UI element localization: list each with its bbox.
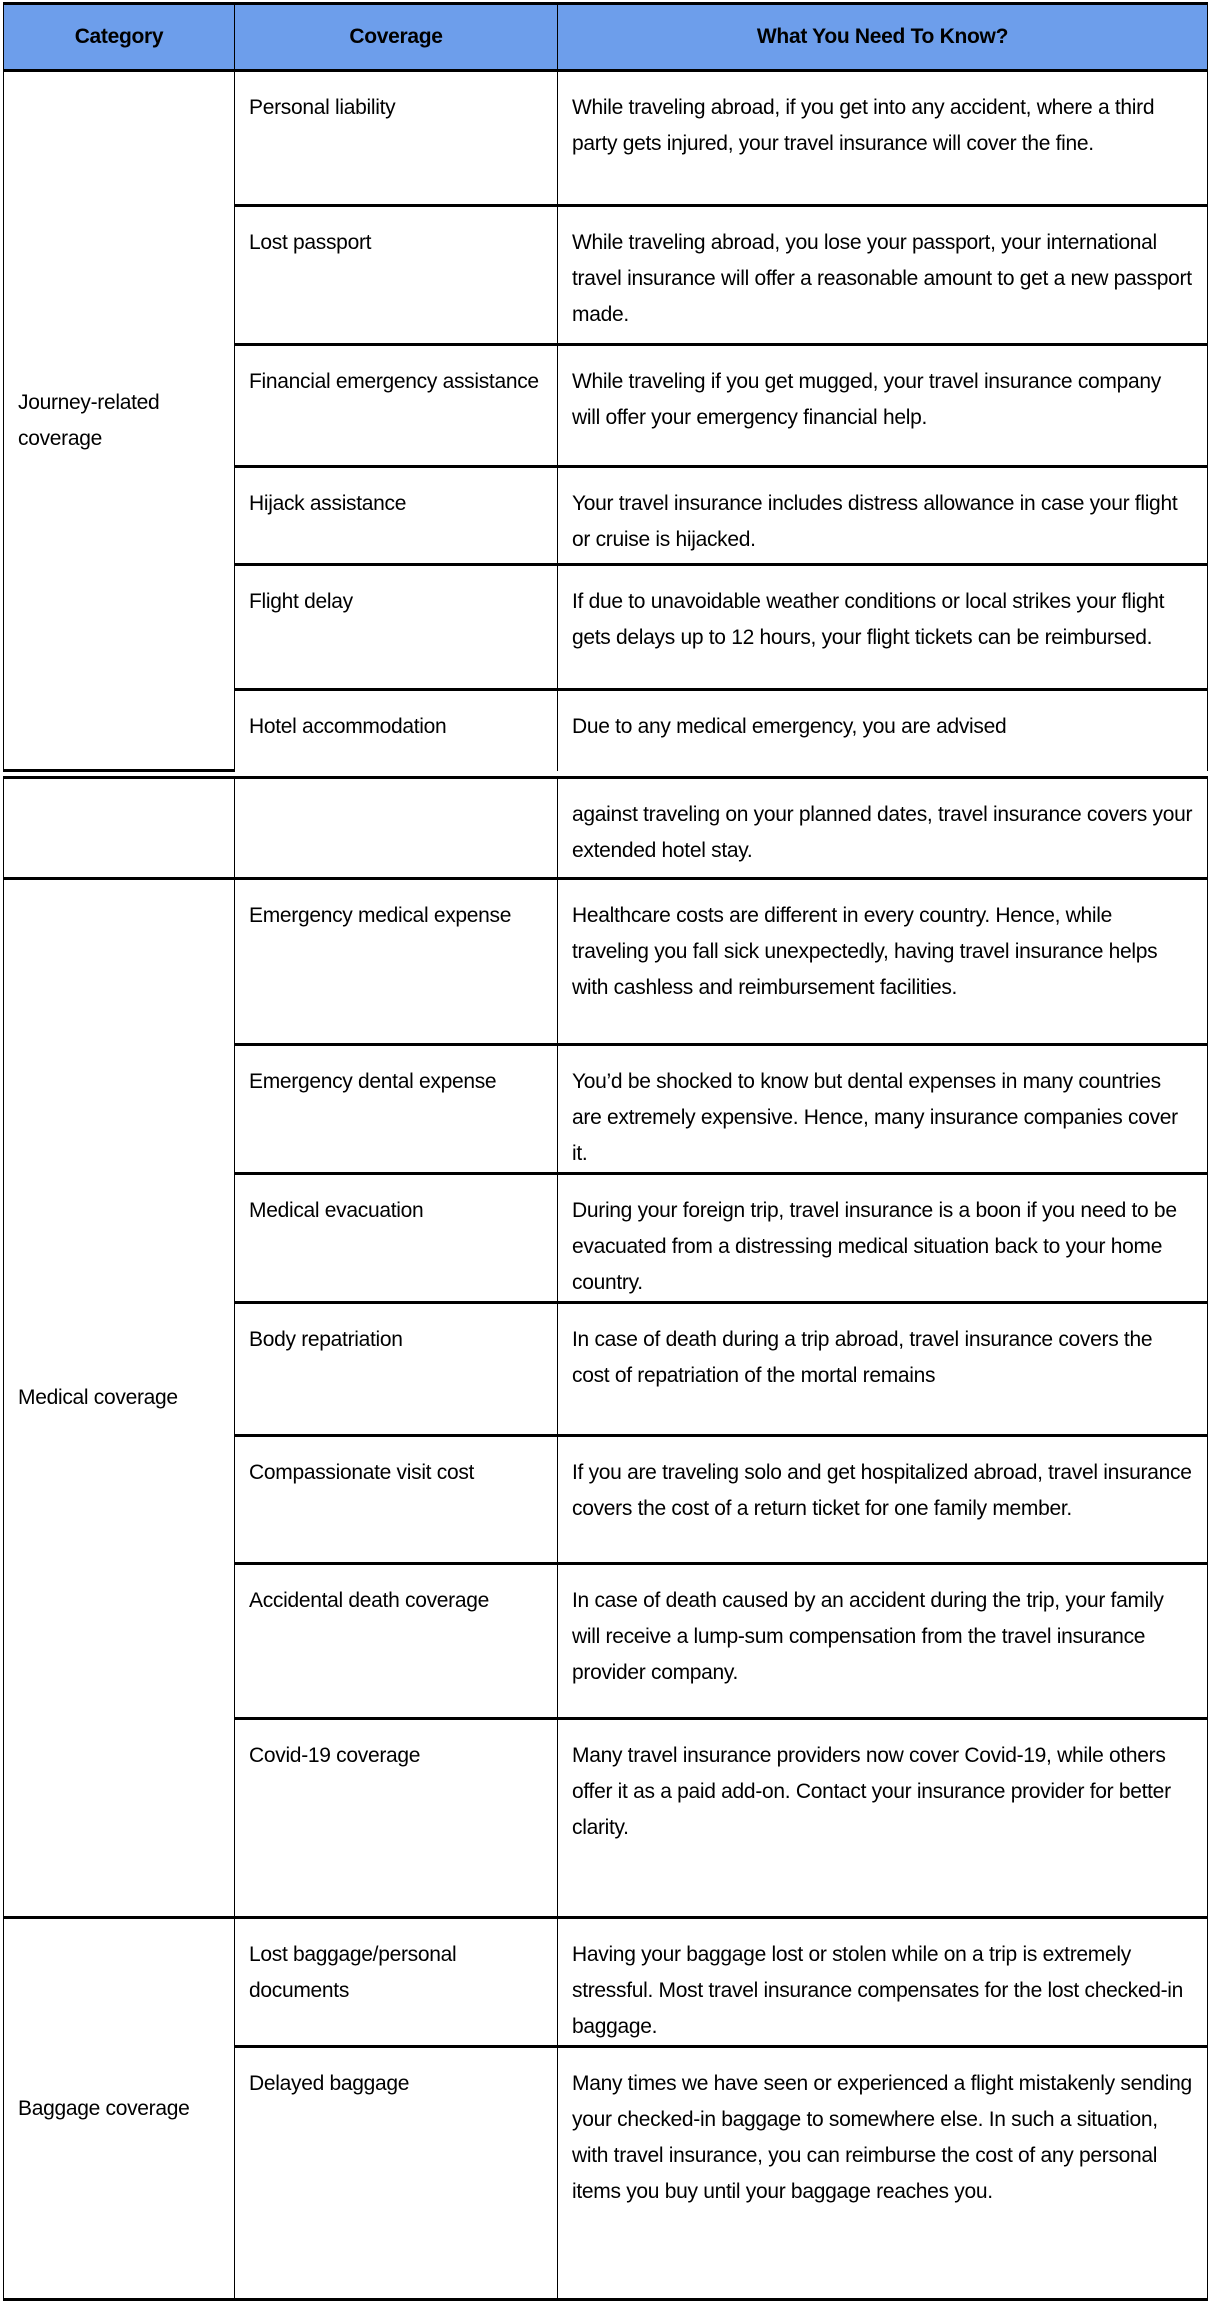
- info-cell: You’d be shocked to know but dental expenses in many countries are extremely expensive. Hence, many insurance companies cover it.: [558, 1045, 1208, 1174]
- coverage-cell: Lost baggage/personal documents: [235, 1918, 558, 2047]
- info-cell: In case of death caused by an accident during the trip, your family will receive a lump-sum compensation from the travel insurance provider company.: [558, 1564, 1208, 1719]
- info-cell: Your travel insurance includes distress allowance in case your flight or cruise is hijacked.: [558, 467, 1208, 565]
- info-cell: While traveling if you get mugged, your travel insurance company will offer your emergency financial help.: [558, 345, 1208, 467]
- coverage-cell: Hijack assistance: [235, 467, 558, 565]
- header-info: What You Need To Know?: [558, 4, 1208, 71]
- info-cell: Many travel insurance providers now cover Covid-19, while others offer it as a paid add-on. Contact your insurance provider for better clarity.: [558, 1719, 1208, 1918]
- table-row: [4, 71, 1208, 206]
- info-cell: Having your baggage lost or stolen while on a trip is extremely stressful. Most travel insurance compensates for the lost checked-in baggage.: [558, 1918, 1208, 2047]
- coverage-cell: Delayed baggage: [235, 2047, 558, 2300]
- coverage-cell: Covid-19 coverage: [235, 1719, 558, 1918]
- header-category: Category: [4, 4, 235, 71]
- info-cell: Many times we have seen or experienced a flight mistakenly sending your checked-in baggage to somewhere else. In such a situation, with travel insurance, you can reimburse the cost of any personal items you buy until your baggage reaches you.: [558, 2047, 1208, 2300]
- empty-category-cell: [4, 778, 235, 879]
- coverage-cell: Lost passport: [235, 206, 558, 345]
- info-cell: Due to any medical emergency, you are advised: [558, 690, 1208, 771]
- empty-coverage-cell: [235, 778, 558, 879]
- table-row-continuation: [4, 778, 1208, 879]
- coverage-cell: Emergency dental expense: [235, 1045, 558, 1174]
- coverage-cell: Emergency medical expense: [235, 879, 558, 1045]
- coverage-table-part-1: [3, 2, 1208, 772]
- coverage-cell: Body repatriation: [235, 1303, 558, 1436]
- coverage-cell: Accidental death coverage: [235, 1564, 558, 1719]
- table-row: [4, 879, 1208, 1045]
- category-cell: Medical coverage: [4, 879, 235, 1918]
- category-cell: Journey-related coverage: [4, 71, 235, 771]
- coverage-cell: Flight delay: [235, 565, 558, 690]
- info-cell: against traveling on your planned dates, travel insurance covers your extended hotel stay.: [558, 778, 1208, 879]
- header-row: [4, 4, 1208, 71]
- info-cell: If due to unavoidable weather conditions or local strikes your flight gets delays up to 12 hours, your flight tickets can be reimbursed.: [558, 565, 1208, 690]
- info-cell: While traveling abroad, you lose your passport, your international travel insurance will offer a reasonable amount to get a new passport made.: [558, 206, 1208, 345]
- table-row: [4, 1918, 1208, 2047]
- coverage-table-part-2: [3, 776, 1208, 2301]
- header-coverage: Coverage: [235, 4, 558, 71]
- info-cell: In case of death during a trip abroad, travel insurance covers the cost of repatriation of the mortal remains: [558, 1303, 1208, 1436]
- info-cell: During your foreign trip, travel insurance is a boon if you need to be evacuated from a distressing medical situation back to your home country.: [558, 1174, 1208, 1303]
- coverage-cell: Personal liability: [235, 71, 558, 206]
- coverage-cell: Financial emergency assistance: [235, 345, 558, 467]
- coverage-cell: Medical evacuation: [235, 1174, 558, 1303]
- info-cell: While traveling abroad, if you get into any accident, where a third party gets injured, your travel insurance will cover the fine.: [558, 71, 1208, 206]
- info-cell: Healthcare costs are different in every country. Hence, while traveling you fall sick unexpectedly, having travel insurance helps with cashless and reimbursement facilities.: [558, 879, 1208, 1045]
- coverage-cell: Compassionate visit cost: [235, 1436, 558, 1564]
- category-cell: Baggage coverage: [4, 1918, 235, 2300]
- coverage-cell: Hotel accommodation: [235, 690, 558, 771]
- info-cell: If you are traveling solo and get hospitalized abroad, travel insurance covers the cost of a return ticket for one family member.: [558, 1436, 1208, 1564]
